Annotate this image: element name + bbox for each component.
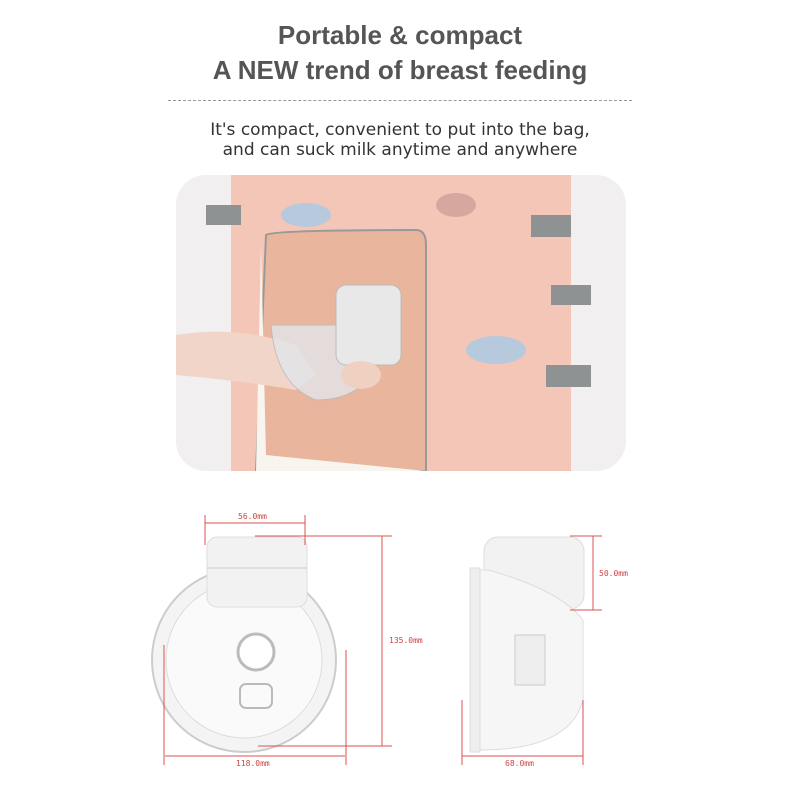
- top-width-label: 56.0mm: [238, 512, 267, 521]
- subtitle-line-1: It's compact, convenient to put into the bag,: [210, 120, 590, 140]
- title-line-2: A NEW trend of breast feeding: [212, 55, 588, 85]
- depth-label: 68.0mm: [505, 759, 534, 768]
- side-view-pump: [470, 537, 584, 752]
- front-view-pump: [152, 537, 336, 752]
- width-label: 118.0mm: [236, 759, 270, 768]
- height-label: 135.0mm: [389, 636, 423, 645]
- subtitle-line-2: and can suck milk anytime and anywhere: [222, 140, 578, 160]
- title-line-1: Portable & compact: [277, 20, 523, 50]
- motor-height-label: 50.0mm: [599, 569, 628, 578]
